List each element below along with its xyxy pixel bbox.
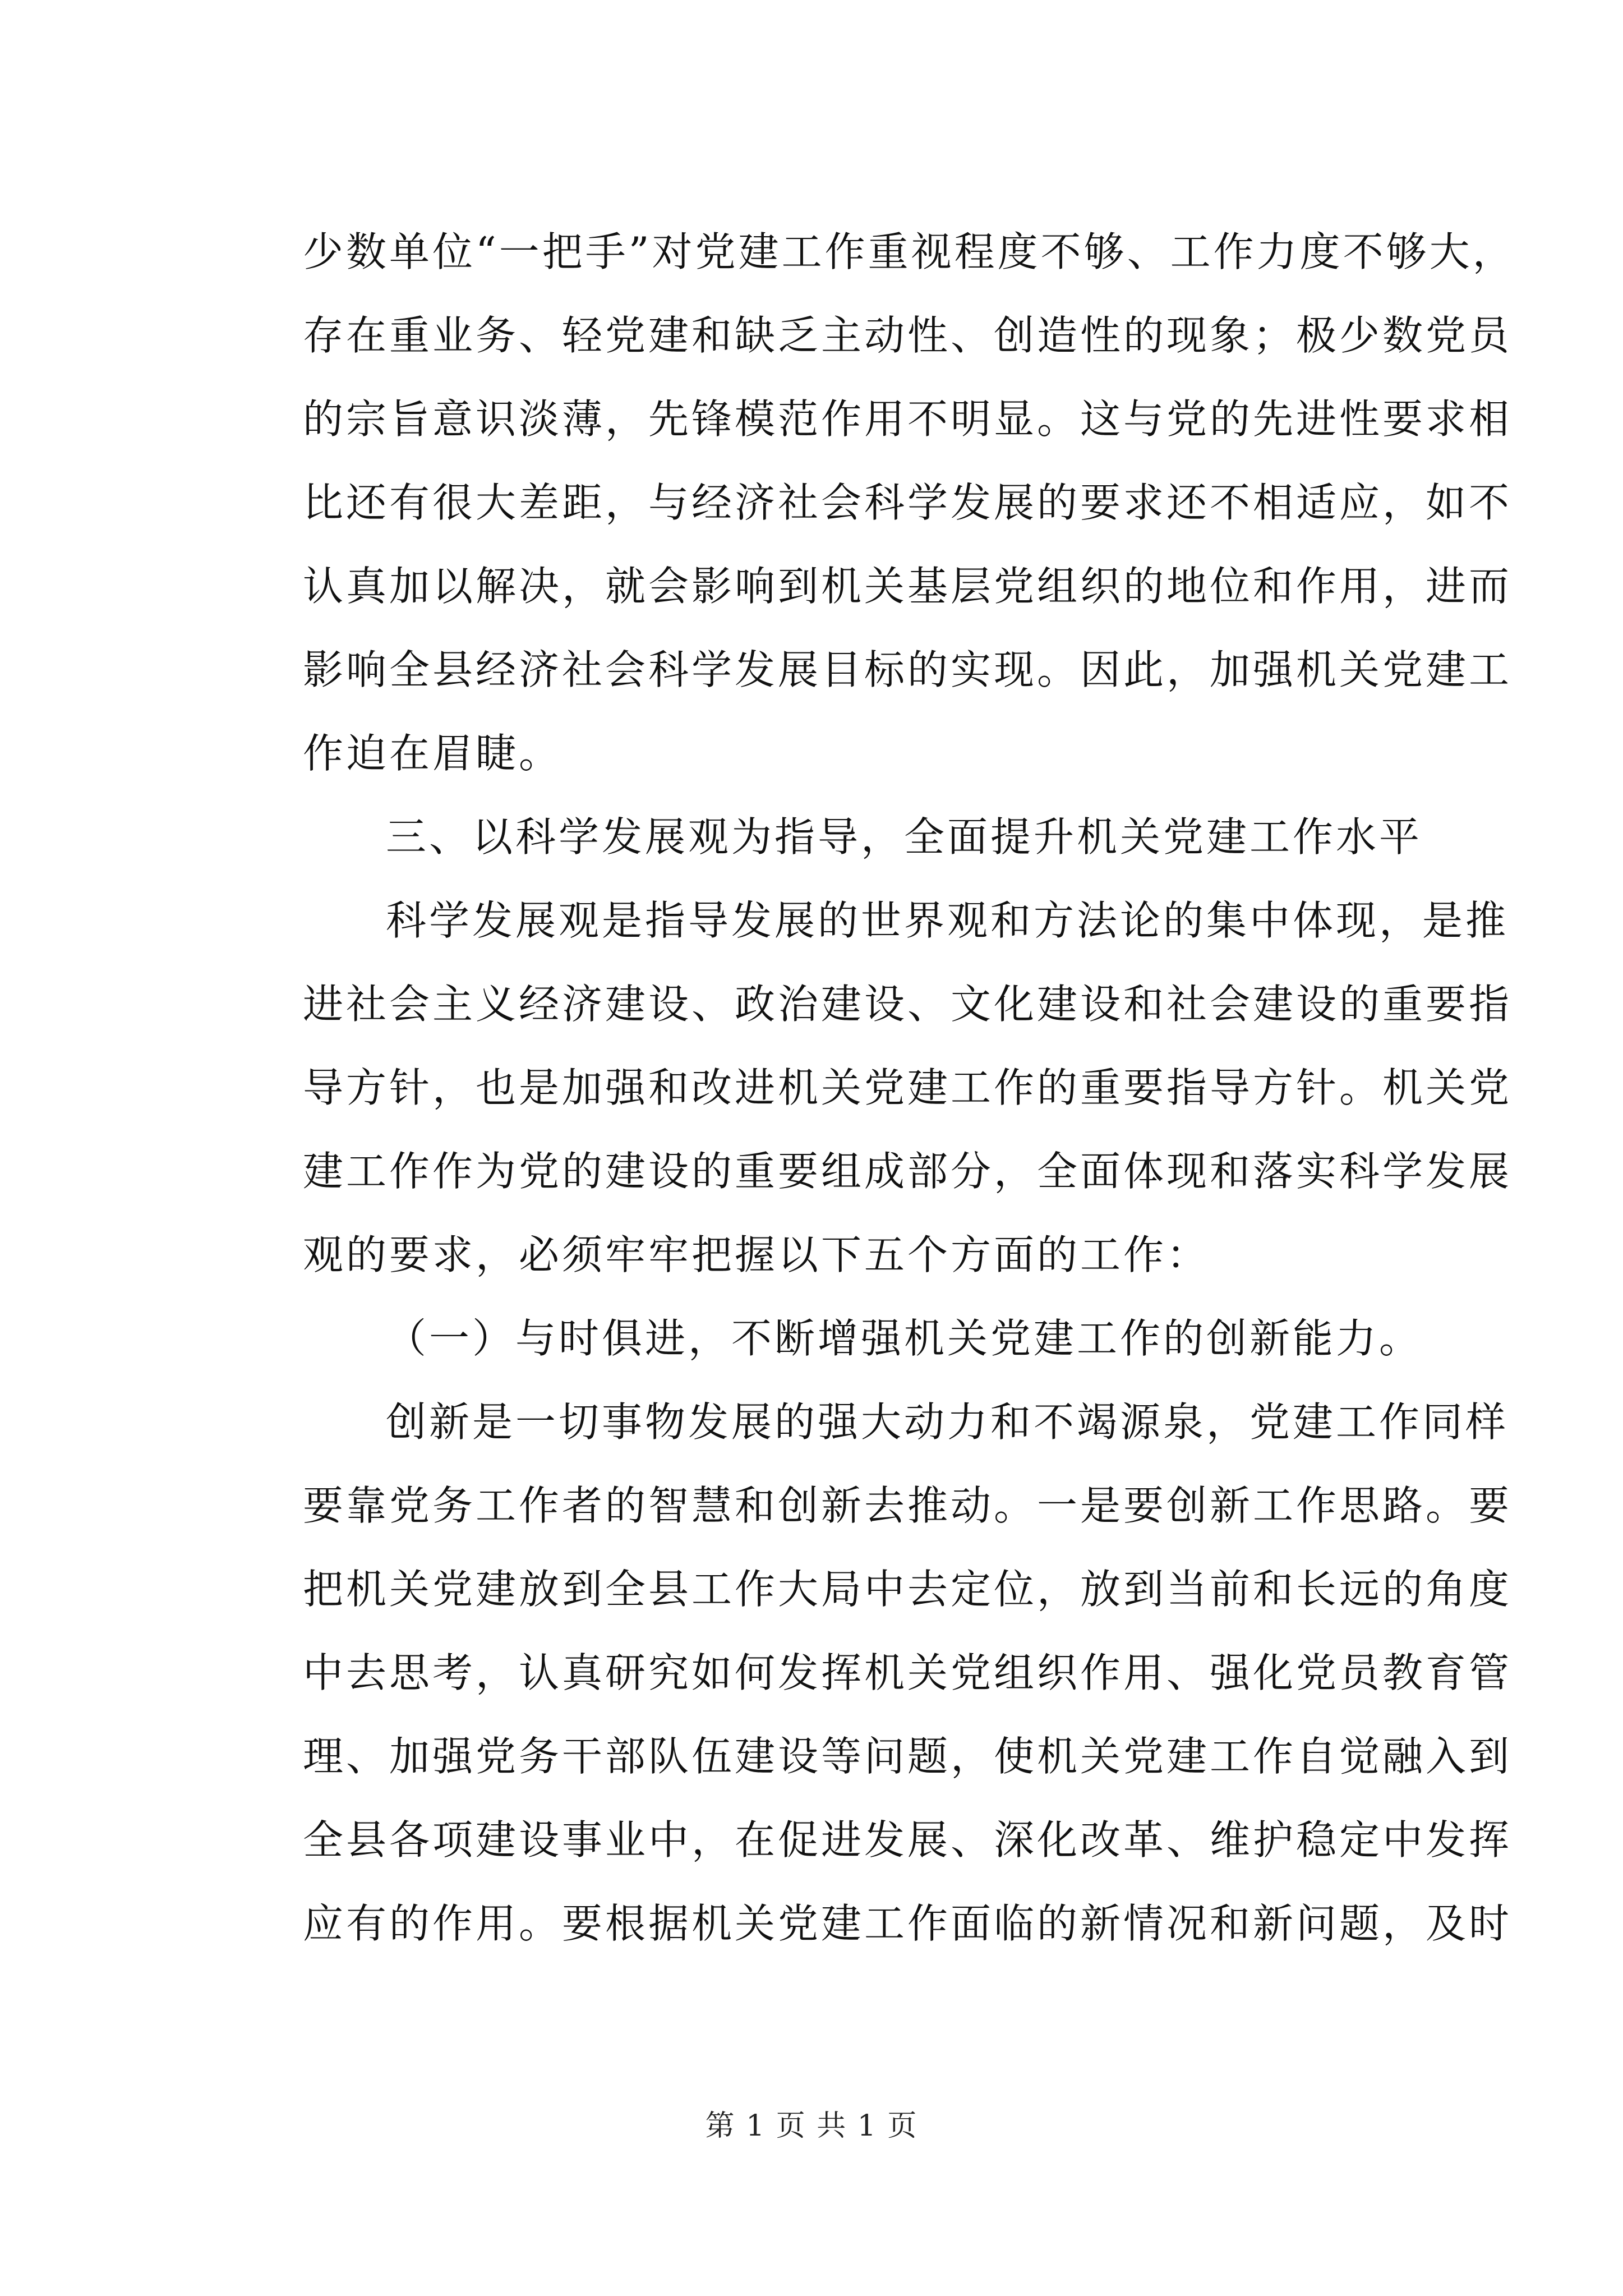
text-line: 认真加以解决，就会影响到机关基层党组织的地位和作用，进而 — [303, 563, 1513, 610]
text-line: 科学发展观是指导发展的世界观和方法论的集中体现，是推 — [386, 897, 1509, 944]
text-line: 全县各项建设事业中，在促进发展、深化改革、维护稳定中发挥 — [303, 1816, 1513, 1864]
text-line: 理、加强党务干部队伍建设等问题，使机关党建工作自觉融入到 — [303, 1733, 1513, 1780]
text-line: 中去思考，认真研究如何发挥机关党组织作用、强化党员教育管 — [303, 1649, 1513, 1696]
page-number-footer: 第 1 页 共 1 页 — [705, 2109, 918, 2143]
text-line: 要靠党务工作者的智慧和创新去推动。一是要创新工作思路。要 — [303, 1482, 1513, 1529]
text-line: 少数单位“一把手”对党建工作重视程度不够、工作力度不够大， — [303, 228, 1516, 275]
text-line: 创新是一切事物发展的强大动力和不竭源泉，党建工作同样 — [386, 1398, 1509, 1446]
text-line: 观的要求，必须牢牢把握以下五个方面的工作： — [303, 1231, 1210, 1278]
text-line: 把机关党建放到全县工作大局中去定位，放到当前和长远的角度 — [303, 1566, 1513, 1613]
text-line: 进社会主义经济建设、政治建设、文化建设和社会建设的重要指 — [303, 981, 1513, 1028]
text-line: 影响全县经济社会科学发展目标的实现。因此，加强机关党建工 — [303, 646, 1513, 693]
body-text — [303, 210, 1516, 1966]
text-line: 存在重业务、轻党建和缺乏主动性、创造性的现象；极少数党员 — [303, 312, 1513, 359]
text-line: 比还有很大差距，与经济社会科学发展的要求还不相适应，如不 — [303, 479, 1513, 526]
text-line: 应有的作用。要根据机关党建工作面临的新情况和新问题，及时 — [303, 1900, 1513, 1947]
text-line: 导方针，也是加强和改进机关党建工作的重要指导方针。机关党 — [303, 1064, 1513, 1111]
section-heading: 三、以科学发展观为指导，全面提升机关党建工作水平 — [386, 813, 1423, 861]
text-line: 建工作作为党的建设的重要组成部分，全面体现和落实科学发展 — [303, 1148, 1513, 1195]
text-line: 的宗旨意识淡薄，先锋模范作用不明显。这与党的先进性要求相 — [303, 395, 1513, 443]
text-line: 作迫在眉睫。 — [303, 730, 562, 777]
subsection-heading: （一）与时俱进，不断增强机关党建工作的创新能力。 — [386, 1315, 1423, 1362]
